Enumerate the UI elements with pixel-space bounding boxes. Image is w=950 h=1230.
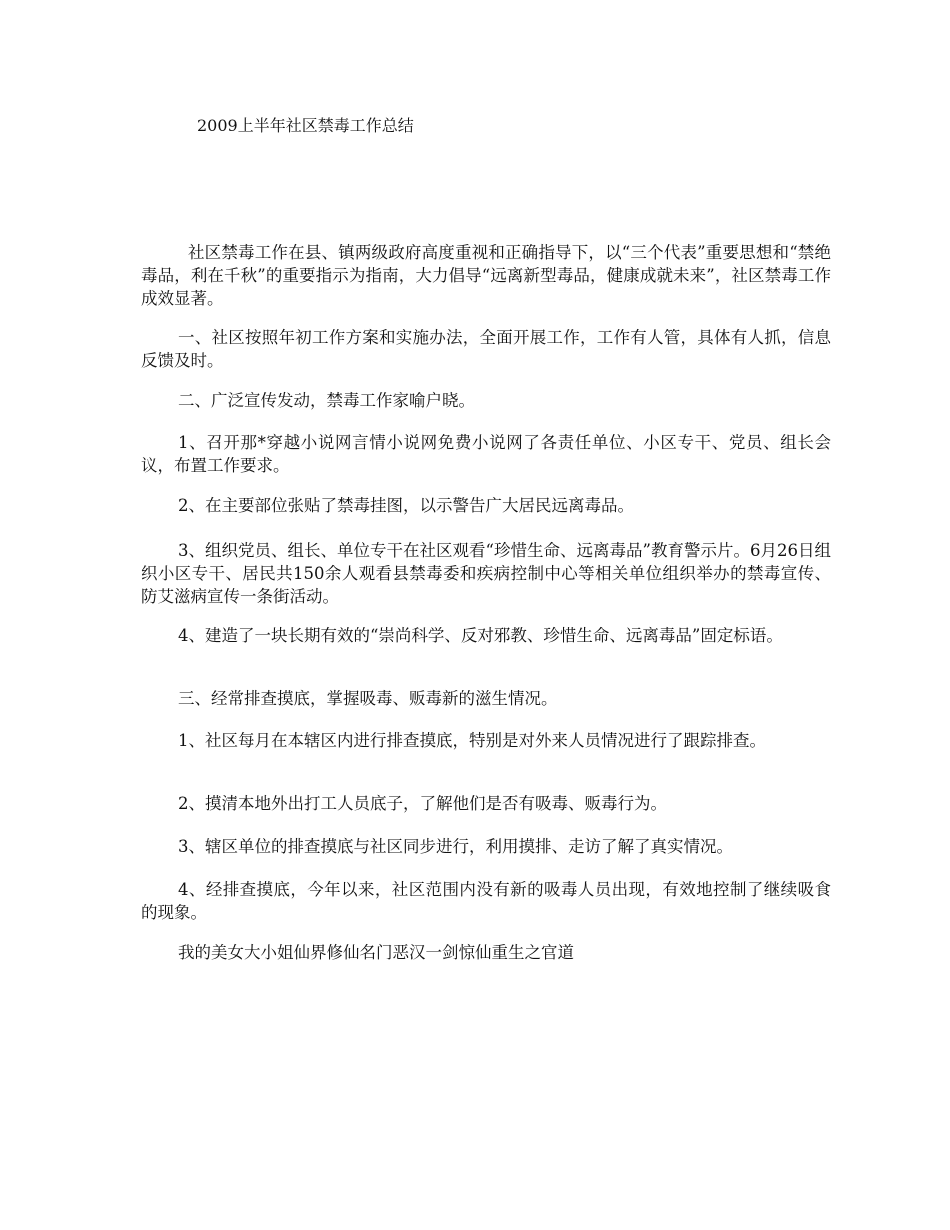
paragraph-section-2-item-4: 4、建造了一块长期有效的“崇尚科学、反对邪教、珍惜生命、远离毒品”固定标语。 <box>178 626 783 645</box>
paragraph-section-3-item-4: 4、经排查摸底，今年以来，社区范围内没有新的吸毒人员出现，有效地控制了继续吸食的现象。 <box>141 880 831 922</box>
paragraph-section-2-heading: 二、广泛宣传发动，禁毒工作家喻户晓。 <box>178 391 475 410</box>
paragraph-footer-links: 我的美女大小姐仙界修仙名门恶汉一剑惊仙重生之官道 <box>178 943 574 962</box>
paragraph-section-3-item-3: 3、辖区单位的排查摸底与社区同步进行，利用摸排、走访了解了真实情况。 <box>178 837 733 856</box>
paragraph-section-2-item-1: 1、召开那*穿越小说网言情小说网免费小说网了各责任单位、小区专干、党员、组长会议，布置工作要求。 <box>141 433 831 475</box>
paragraph-section-3-item-1: 1、社区每月在本辖区内进行排查摸底，特别是对外来人员情况进行了跟踪排查。 <box>178 731 766 750</box>
paragraph-section-1: 一、社区按照年初工作方案和实施办法，全面开展工作，工作有人管，具体有人抓，信息反馈及时。 <box>141 328 831 370</box>
paragraph-section-3-item-2: 2、摸清本地外出打工人员底子，了解他们是否有吸毒、贩毒行为。 <box>178 794 667 813</box>
paragraph-intro: 社区禁毒工作在县、镇两级政府高度重视和正确指导下，以“三个代表”重要思想和“禁绝毒品，利在千秋”的重要指示为指南，大力倡导“远离新型毒品，健康成就未来”，社区禁毒工作成效显著。 <box>141 243 831 308</box>
paragraph-section-2-item-3: 3、组织党员、组长、单位专干在社区观看“珍惜生命、远离毒品”教育警示片。6月26日组织小区专干、居民共150余人观看县禁毒委和疾病控制中心等相关单位组织举办的禁毒宣传、防艾滋病宣传一条街活动。 <box>141 541 831 606</box>
paragraph-section-2-item-2: 2、在主要部位张贴了禁毒挂图，以示警告广大居民远离毒品。 <box>178 496 634 515</box>
paragraph-section-3-heading: 三、经常排查摸底，掌握吸毒、贩毒新的滋生情况。 <box>178 689 558 708</box>
document-title: 2009上半年社区禁毒工作总结 <box>197 116 414 135</box>
